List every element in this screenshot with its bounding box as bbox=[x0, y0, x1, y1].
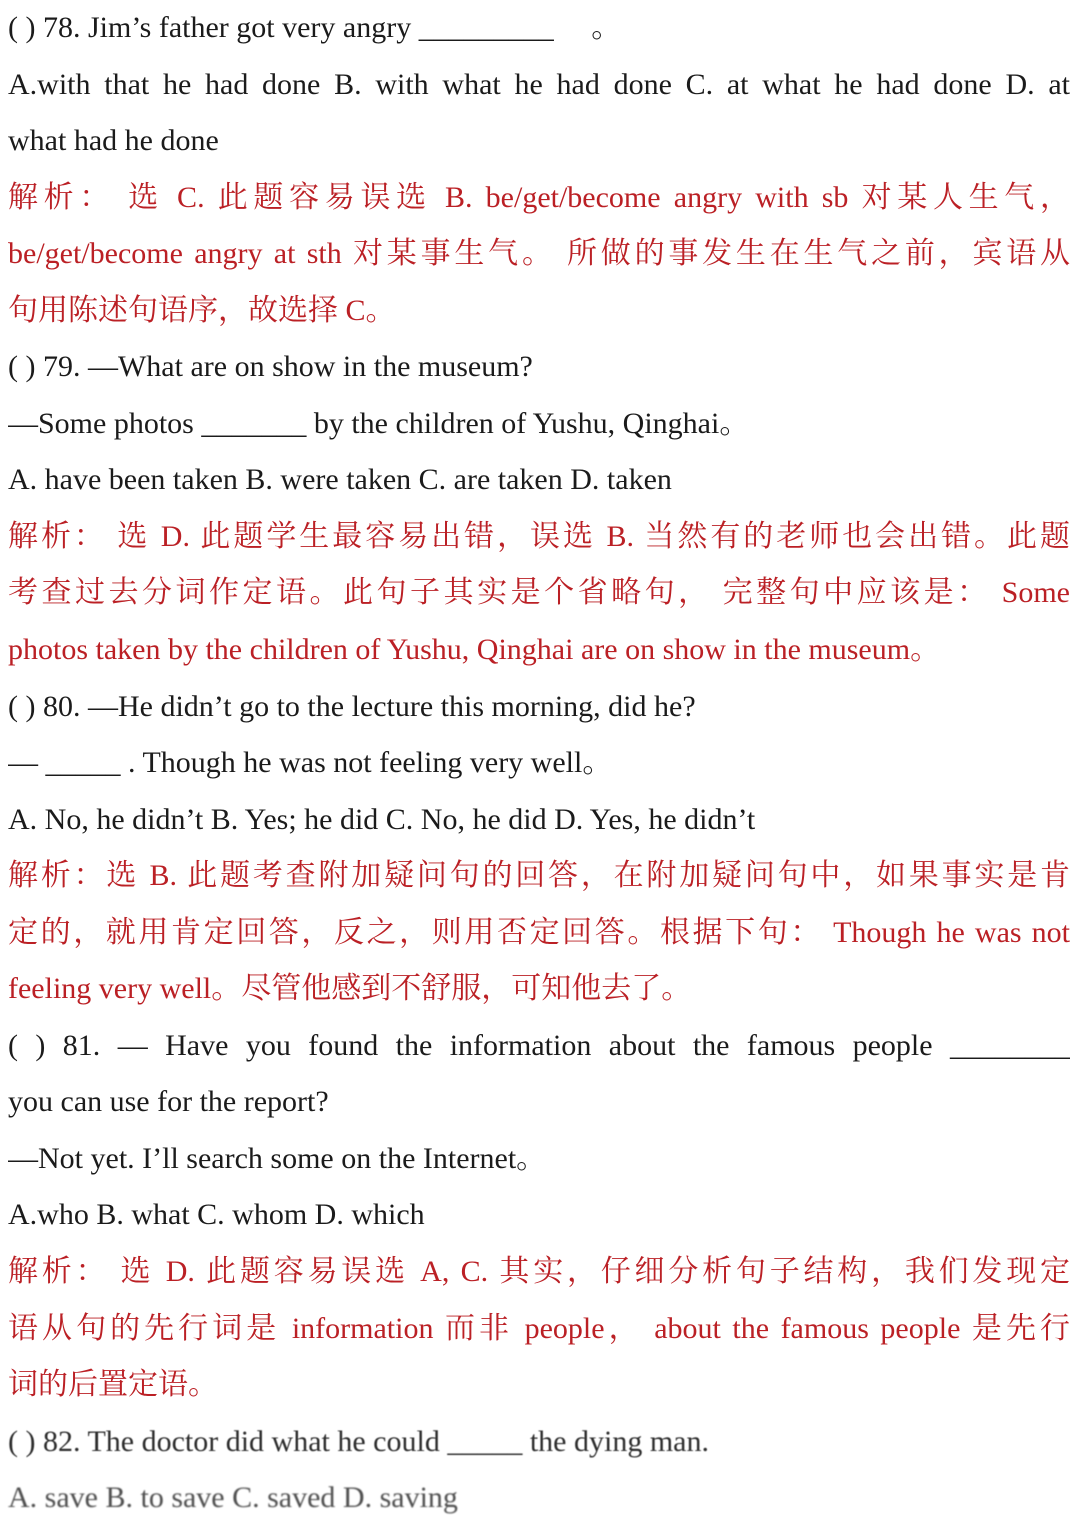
question-80-reply: — _____ . Though he was not feeling very well。 bbox=[8, 746, 613, 780]
explanation-80-line-1: 解析：选 B. 此题考查附加疑问句的回答，在附加疑问句中，如果事实是肯 bbox=[8, 859, 1070, 893]
question-79-reply: —Some photos _______ by the children of Yushu, Qinghai。 bbox=[8, 406, 750, 440]
question-78-stem: ( ) 78. Jim’s father got very angry _________ 。 bbox=[8, 11, 622, 44]
explanation-81-line-3: 词的后置定语。 bbox=[8, 1368, 218, 1402]
question-78-options: A.with that he had done B. with what he had done C. at what he had done D. at bbox=[8, 67, 1070, 101]
question-82-options: A. save B. to save C. saved D. saving bbox=[8, 1481, 458, 1515]
question-78-options-wrap: what had he done bbox=[8, 124, 219, 158]
question-80-options: A. No, he didn’t B. Yes; he did C. No, he did D. Yes, he didn’t bbox=[8, 802, 756, 836]
explanation-79-line-3: photos taken by the children of Yushu, Qinghai are on show in the museum。 bbox=[8, 633, 941, 667]
explanation-80-line-2: 定的，就用肯定回答，反之，则用否定回答。根据下句： Though he was not bbox=[8, 915, 1070, 949]
explanation-81-line-1: 解析： 选 D. 此题容易误选 A, C. 其实，仔细分析句子结构，我们发现定 bbox=[8, 1255, 1070, 1289]
explanation-79-line-1: 解析： 选 D. 此题学生最容易出错，误选 B. 当然有的老师也会出错。此题 bbox=[8, 519, 1070, 553]
question-79-options: A. have been taken B. were taken C. are taken D. taken bbox=[8, 463, 672, 497]
explanation-81-line-2: 语从句的先行词是 information 而非 people， about the famous people 是先行 bbox=[8, 1311, 1070, 1345]
question-80-stem: ( ) 80. —He didn’t go to the lecture this morning, did he? bbox=[8, 689, 696, 723]
question-81-options: A.who B. what C. whom D. which bbox=[8, 1198, 425, 1232]
explanation-79-line-2: 考查过去分词作定语。此句子其实是个省略句， 完整句中应该是： Some bbox=[8, 576, 1070, 610]
question-81-stem: ( ) 81. — Have you found the information about the famous people ________ bbox=[8, 1028, 1070, 1062]
question-81-stem-wrap: you can use for the report? bbox=[8, 1085, 329, 1119]
explanation-78-line-2: be/get/become angry at sth 对某事生气。 所做的事发生在生气之前，宾语从 bbox=[8, 237, 1070, 271]
question-82-stem: ( ) 82. The doctor did what he could _____ the dying man. bbox=[8, 1424, 709, 1458]
explanation-80-line-3: feeling very well。尽管他感到不舒服，可知他去了。 bbox=[8, 972, 692, 1006]
question-81-reply: —Not yet. I’ll search some on the Internet。 bbox=[8, 1141, 547, 1175]
explanation-78-line-3: 句用陈述句语序，故选择 C。 bbox=[8, 293, 396, 327]
explanation-78-line-1: 解析： 选 C. 此题容易误选 B. be/get/become angry with sb 对某人生气， bbox=[8, 180, 1070, 214]
question-79-stem: ( ) 79. —What are on show in the museum? bbox=[8, 350, 533, 384]
